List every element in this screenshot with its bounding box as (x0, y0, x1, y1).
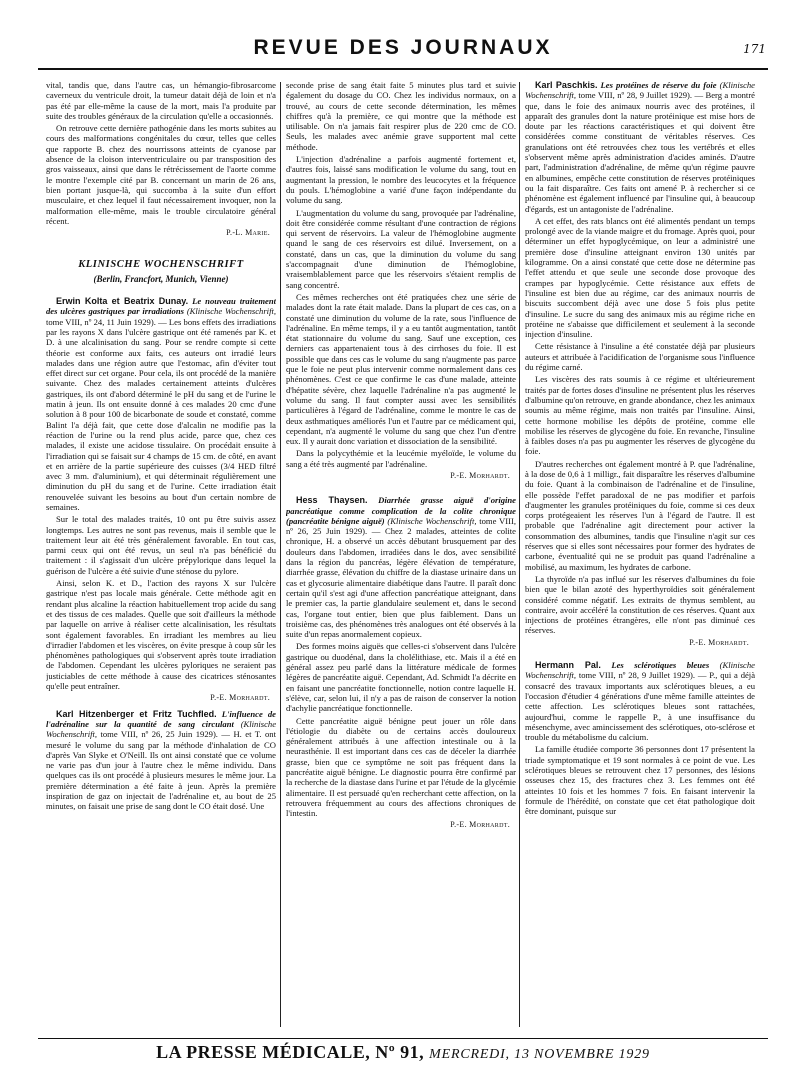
column-1 (46, 80, 276, 1030)
article-title: Les protéines de réserve du foie (600, 80, 717, 90)
article-body: — P., qui a déjà consacré des travaux importants aux sclérotiques bleues, a eu l'occasion d'étudier 4 générations d'une même famille atteintes de cette affection. Les sclérotiques bleues sont rattachées, aujourd'hui, comme le rappelle P., à une insuffisance du mésenchyme, avec amincissement des sclérotiques, oto-sclérose et trouble du métabolisme du calcium. (525, 670, 755, 743)
signature: P.-L. Marie. (226, 228, 270, 238)
column-3 (525, 80, 755, 1030)
column-divider (280, 82, 281, 1027)
paragraph: vital, tandis que, dans l'autre cas, un hémangio-fibrosarcome caverneux du ventricule droit, la tumeur datait déjà de loin et n'a pas été par elle-même la cause de la mort, mais l'a produite par suite des troubles généraux de la circulation qu'elle a occasionnés. (46, 80, 276, 121)
column-divider (519, 82, 520, 1027)
article-title: L'influence de l'adrénaline sur la quantité de sang circulant (46, 708, 276, 729)
article-reference: tome VIII, nº 24, 11 Juin 1929). (46, 316, 156, 327)
article-author: Karl Paschkis. (535, 80, 598, 90)
signature: P.-E. Morhardt. (689, 637, 749, 647)
article-source: (Klinische Wochenschrift, (525, 660, 755, 681)
article-reference: tome VIII, nº 28, 9 Juillet 1929). (578, 90, 693, 101)
article-author: Hess Thaysen. (296, 495, 368, 506)
footer-rule (38, 1038, 768, 1039)
journal-title: REVUE DES JOURNAUX (253, 36, 553, 59)
article-body: — Chez 2 malades, atteintes de colite chronique, H. a observé un accès débutant brusquement par des douleurs dans l'abdomen, irradiées dans le dos, avec sensibilité dans la région du pancréas, légère élévation de température, diarrhée grasse, élévation du chiffre de la diastase urinaire dans un cas et glycosurie alimentaire diabétique dans l'autre. Il paraît donc certain qu'il s'est agi d'une affection pancréatique atteignant, dans le premier cas, la partie glandulaire seulement et, dans le second cas, l'organe tout entier, bien que plus faiblement. Dans un troisième cas, des phénomènes très analogues ont été observés à la suite d'un repas anormalement copieux. (286, 526, 516, 640)
article-author: Karl Hitzenberger et Fritz Tuchfled. (56, 708, 217, 719)
article-source: (Klinische Wochenschrift, (387, 515, 477, 526)
paragraph: Dans la polycythémie et la leucémie myéloïde, le volume du sang a été très augmenté par l'adrénaline. (286, 448, 516, 469)
paragraph: A cet effet, des rats blancs ont été alimentés pendant un temps prolongé avec de la viande maigre et du fromage. Après quoi, pour déterminer un effet hypoglycémique, on leur a administré une première dose d'insuline atteignant environ 130 unités par kilogramme. On a ainsi constaté que cette dose ne détermine pas l'effet attendu et que seule une seconde dose provoque des crampes par hypoglycémie. Cette résistance aux effets de l'insuline est bien due au régime, car des animaux nourris de biscuits succombent déjà avec une dose 5 fois plus petite d'insuline. Le sucre du sang des animaux mis au régime riche en protéine ne s'abaisse que difficilement et seulement à la seconde injection d'insuline. (525, 215, 755, 340)
article-kolta-dunay (46, 296, 276, 512)
article-thaysen (286, 495, 516, 639)
paragraph: Cette résistance à l'insuline a été constatée déjà par plusieurs auteurs et attribuée à l'acidification de l'organisme sous l'influence du régime carné. (525, 341, 755, 373)
paragraph: Des formes moins aiguës que celles-ci s'observent dans l'ulcère gastrique ou duodénal, dans la cholélithiase, etc. Mais il a été en général assez peu parlé dans la littérature médicale de formes légères de pancréatite aiguë. Cependant, Ad. Schmidt l'a décrite en en faisant une pancréatite fonctionnelle, notion contre laquelle H. s'élève, car, selon lui, il n'y a pas de raison de conserver la notion d'achylie pancréatique fonctionnelle. (286, 641, 516, 714)
signature: P.-E. Morhardt. (450, 820, 510, 830)
article-source: (Klinische Wochenschrift, (186, 306, 276, 317)
article-reference: tome VIII, nº 26, 25 Juin 1929). (100, 729, 218, 740)
page-header (38, 34, 768, 70)
footer-journal: LA PRESSE MÉDICALE, Nº 91, (156, 1042, 425, 1062)
paragraph: Les viscères des rats soumis à ce régime et ultérieurement traités par de fortes doses d'insuline ne présentent plus les réserves d'albumine qu'on retrouve, en grande abondance, chez les animaux soumis au même régime, mais non traités par l'insuline. Ainsi, cette hormone mobilise les dépôts de protéine, comme elle mobilise les réserves de glycogène du foie. En revanche, l'insuline à faibles doses n'a pas pu augmenter les réserves de glycogène du foie. (525, 374, 755, 457)
paragraph: D'autres recherches ont également montré à P. que l'adrénaline, à la dose de 0,6 à 1 milligr., fait disparaître les réserves d'albumine du foie. Quant à la combinaison de l'adrénaline et de l'insuline, elle possède l'effet paradoxal de ne pas modifier et parfois d'augmenter les granules protéiniques du foie, comme si ces deux corps protégeaient les réserves l'un à l'égard de l'autre. Il est probable que l'adrénaline agit directement pour activer la consommation des albumines, tandis que l'insuline n'agit sur ces réserves que si elles sont nécessaires pour former des hydrates de carbone, éventualité qui ne se produit pas quand l'adrénaline a mobilisé, au maximum, les hydrates de carbone. (525, 458, 755, 572)
article-title: Diarrhée grasse aiguë d'origine pancréatique comme complication de la colite chronique (pancréatite bénigne aiguë) (286, 495, 516, 526)
article-paschkis (525, 80, 755, 214)
paragraph: L'augmentation du volume du sang, provoquée par l'adrénaline, doit être considérée comme résultant d'une contraction de régions qui servent de réservoirs. La valeur de l'hémoglobine augmente quand le sang de ces réservoirs est dilué. Inversement, on a constaté, dans un cas, que la diminution du volume du sang s'accompagnait d'une diminution de l'hémoglobine, vraisemblablement parce que les réservoirs s'étaient remplis de sang concentré. (286, 207, 516, 290)
page-footer (38, 1042, 768, 1068)
paragraph: Sur le total des malades traités, 10 ont pu être suivis assez longtemps. Les autres ne sont pas revenus, mais il semble que le traitement leur ait été très généralement favorable. En tout cas, parmi ceux qui ont été revus, un seul n'a pas bénéficié du traitement : il s'agissait d'un ulcère prépylorique dans lequel la guérison de l'ulcère a été suivie d'une sténose du pylore. (46, 514, 276, 576)
page-number: 171 (743, 42, 766, 56)
article-body: — Berg a montré que, dans le foie des animaux nourris avec des protéines, il apparaît des granules dont la nature protéinique est mise hors de doute par les réactions caractéristiques et qui doivent être considérées comme constituant de véritables réserves. Ces granulations ont été retrouvées chez tous les vertébrés et elles s'observent même après administration d'acides aminés. D'autre part, l'administration d'adrénaline, de même qu'un régime pauvre en albumines, empêche cette constitution de réserves protéiniques ou la fait disparaître. Ces faits ont amené P. à rechercher si ce phénomène est également influencé par l'insuline qui, à beaucoup d'égards, est un antagoniste de l'adrénaline. (525, 90, 755, 214)
paragraph: L'injection d'adrénaline a parfois augmenté fortement et, d'autres fois, laissé sans modification le volume du sang, tout en augmentant la pression, le nombre des leucocytes et la fréquence du pouls. L'hémoglobine a varié d'une façon indépendante du volume du sang. (286, 154, 516, 206)
article-author: Erwin Kolta et Beatrix Dunay. (56, 296, 189, 307)
article-author: Hermann Pal. (535, 660, 601, 671)
article-reference: tome VIII, nº 28, 9 Juillet 1929). (578, 670, 696, 681)
article-source: (Klinische Wochenschrift, (525, 80, 755, 101)
paragraph: La famille étudiée comporte 36 personnes dont 17 présentent la triade symptomatique et 19 sont normales à ce point de vue. Les sclérotiques bleues se retrouvent chez 17 personnes, des lésions osseuses chez 15, des fractures chez 3. Les femmes ont été atteintes 10 fois et les hommes 7 fois. En faisant intervenir la formule de l'hérédité, on constate que cet état pathologique doit être dominant, puisque sur (525, 744, 755, 817)
article-body: — H. et T. ont mesuré le volume du sang par la méthode d'inhalation de CO d'après Van Slyke et O'Neill. Ils ont ainsi constaté que ce volume ne varie pas d'un jour à l'autre chez le même individu. Dans quelques cas ils ont procédé à plusieurs mesures le même jour. La première détermination a été faite à jeun. Après la première inspiration de gaz on injectait de l'adrénaline et, au bout de 25 minutes, on faisait une prise de sang dont le CO était dosé. Une (46, 729, 276, 812)
article-reference: tome VIII, nº 26, 25 Juin 1929). (286, 515, 516, 537)
article-source: (Klinische Wochenschrift, (46, 718, 276, 740)
paragraph: seconde prise de sang était faite 5 minutes plus tard et suivie également du dosage du CO. Chez les individus normaux, on a trouvé, au cours de cette seconde détermination, les mêmes chiffres qu'à la première, ce qui montre que la méthode est utilisable. On n'a jamais fait respirer plus de 220 cmc de CO. Seuls, les malades avec anémie grave supportent mal cette méthode. (286, 80, 516, 152)
article-hitzenberger-tuchfled (46, 709, 276, 812)
paragraph: On retrouve cette dernière pathogénie dans les morts subites au cours des malformations congénitales du cœur, telles que celles que rapporte B. chez des nourrissons atteints de cyanose par absence de la cloison interventriculaire ou par transposition des gros vaisseaux, ainsi que dans le rétrécissement de l'aorte comme le montre l'exemple cité par B. concernant un marin de 26 ans, bien portant jusque-là, qui succomba à la suite d'un effort musculaire, et chez lequel il faut nécessairement invoquer, non la malformation elle-même, mais le trouble circulatoire général récent. (46, 123, 276, 226)
section-subtitle: (Berlin, Francfort, Munich, Vienne) (93, 273, 229, 284)
article-body: — Les bons effets des irradiations par les rayons X dans l'ulcère gastrique ont été ramenés par K. et D. à une alcalinisation du sang. Pour se rendre compte si cette théorie est conforme aux faits, ces auteurs ont irradié leurs malades dans une région autre que l'estomac, afin d'éviter tout effet direct sur cet organe. Pour cela, ils ont procédé de la manière suivante. Chez des malades certainement atteints d'ulcères gastriques, ils ont d'abord déterminé le pH du sang et de l'urine le matin à jeun. Ils ont ensuite donné à ces malades 20 cmc d'une solution à 8 pour 100 de bicarbonate de soude et constaté, comme Balint l'a déjà fait, que cette dose d'alcalin ne modifie pas la réaction de l'urine ou la rend plus acide, parce que, chez ces malades, il existe une acidose tissulaire. On procédait ensuite à l'irradiation qui se faisait sur 4 champs de 15 cm. de côté, en avant et en arrière de la partie supérieure des cuisses (3/4 HED filtré avec 3 mm. d'aluminium), et qui déterminait régulièrement une diminution du pH du sang et de l'urine. Cette irradiation était renouvelée suivant les besoins au bout d'un certain nombre de semaines. (46, 316, 276, 512)
signature: P.-E. Morhardt. (210, 693, 270, 703)
article-title: Le nouveau traitement des ulcères gastriques par irradiations (46, 296, 276, 317)
article-title: Les sclérotiques bleues (611, 660, 710, 671)
paragraph: Cette pancréatite aiguë bénigne peut jouer un rôle dans l'étiologie du diabète ou de certains accès douloureux généralement attribués à une affection intestinale ou à la neurasthénie. Il est important dans ces cas de déceler la diarrhée grasse, bien que ce symptôme ne soit pas fréquent dans la pancréatite aiguë bénigne. Le diagnostic pourra être confirmé par la recherche de la diastase dans l'urine et par l'étude de la glycémie alimentaire. Il est persuadé qu'en recherchant cette affection, on la retrouvera fréquemment au cours des affections chroniques de l'intestin. (286, 715, 516, 819)
column-2 (286, 80, 516, 1030)
article-pal (525, 660, 755, 742)
section-title: KLINISCHE WOCHENSCHRIFT (78, 259, 244, 271)
signature: P.-E. Morhardt. (450, 470, 510, 480)
paragraph: Ainsi, selon K. et D., l'action des rayons X sur l'ulcère gastrique n'est pas locale mais générale. Cette méthode agit en rendant plus alcaline la réaction habituellement trop acide du sang et des tissus de ces malades. Quelle que soit d'ailleurs la méthode par laquelle on arrive à réaliser cette alcalinisation, les résultats sont également favorables. En irradiant les membres au lieu d'irradier l'abdomen et les viscères, on évite presque à coup sûr les phénomènes pathologiques qui s'observent après toute irradiation de l'abdomen. Cependant les ulcères pyloriques ne seraient pas justiciables de cette méthode à cause des cicatrices sténosantes qu'elle peut entraîner. (46, 578, 276, 692)
paragraph: La thyroïde n'a pas influé sur les réserves d'albumines du foie bien que le bilan azoté des hyperthyroïdies soit généralement considéré comme négatif. Les extraits de thymus semblent, au contraire, avoir accéléré la constitution de ces réserves. Quant aux injections de protéines étrangères, elle n'ont pas diminué ces réserves. (525, 573, 755, 636)
footer-date: MERCREDI, 13 NOVEMBRE 1929 (429, 1047, 650, 1062)
paragraph: Ces mêmes recherches ont été pratiquées chez une série de malades dont la rate était malade. Dans la plupart de ces cas, on a constaté une diminution du volume de la rate, sous l'influence de l'adrénaline. En même temps, il y a eu tantôt augmentation, tantôt état stationnaire du volume du sang. Sauf une exception, ces derniers cas appartenaient tous à des cirrhoses du foie. Il est possible que dans ces cas le volume du sang n'augmente pas parce que le foie ne peut plus intervenir comme normalement dans ces phénomènes. C'est ce que confirme le cas d'une malade, atteinte d'hépatite sévère, chez laquelle l'adrénaline n'a pas augmenté le volume du sang. Il faut compter aussi avec les sensibilités particulières à l'égard de l'adrénaline, comme le montre le cas de deux asthmatiques améliorés l'un et l'autre par ce médicament qui, cependant, n'a augmenté le volume du sang que chez l'un d'entre eux. Il y aurait donc variation et dissociation de la sensibilité. (286, 291, 516, 447)
